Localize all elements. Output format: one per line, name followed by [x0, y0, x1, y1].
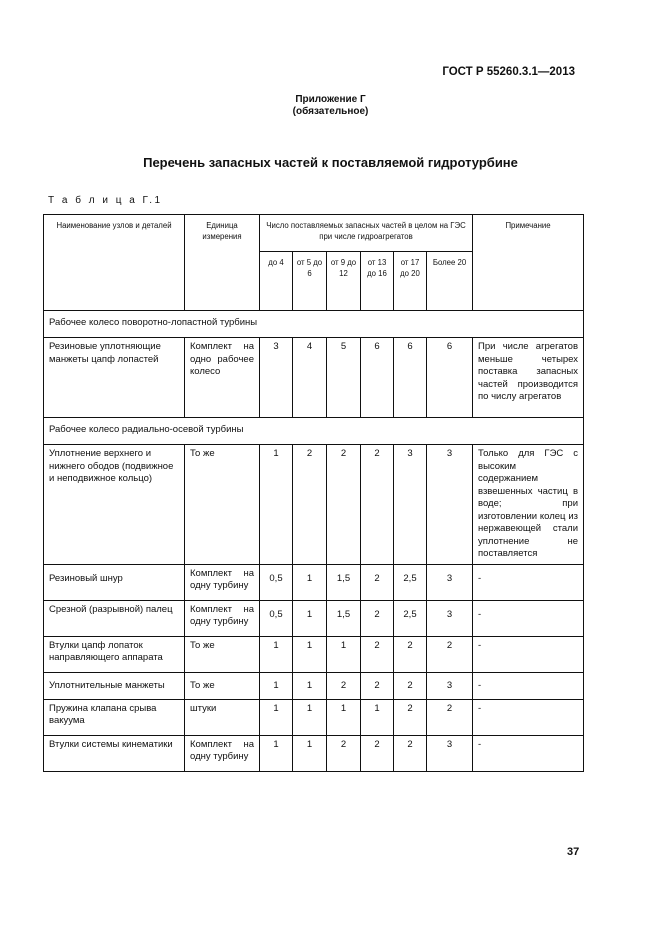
row-unit: Комплект на одну турбину [185, 735, 260, 771]
page-number: 37 [567, 846, 580, 858]
row-name: Уплотнительные манжеты [44, 672, 185, 699]
row-unit: То же [185, 636, 260, 672]
header-col: до 4 [260, 252, 293, 311]
section-row: Рабочее колесо поворотно-лопастной турбины [44, 311, 584, 338]
row-note: - [473, 735, 584, 771]
row-value: 0,5 [260, 564, 293, 600]
row-value: 6 [427, 338, 473, 418]
spare-parts-table [43, 214, 584, 772]
header-col: от 5 до 6 [293, 252, 327, 311]
row-value: 2 [293, 445, 327, 565]
header-col: от 9 до 12 [327, 252, 361, 311]
row-name: Пружина клапана срыва вакуума [44, 699, 185, 735]
row-value: 1 [361, 699, 394, 735]
row-value: 1 [260, 672, 293, 699]
table-row [44, 338, 584, 418]
header-col: Более 20 [427, 252, 473, 311]
row-value: 1 [260, 636, 293, 672]
row-value: 6 [394, 338, 427, 418]
row-value: 2 [394, 699, 427, 735]
row-note: - [473, 672, 584, 699]
header-count-group: Число поставляемых запасных частей в целом на ГЭС при числе гидроагрегатов [260, 215, 473, 252]
row-note: - [473, 699, 584, 735]
row-note: - [473, 636, 584, 672]
row-unit: Комплект на одно рабочее колесо [185, 338, 260, 418]
row-value: 1 [260, 699, 293, 735]
row-value: 2 [361, 600, 394, 636]
row-value: 2 [327, 445, 361, 565]
row-value: 0,5 [260, 600, 293, 636]
row-value: 2,5 [394, 600, 427, 636]
row-value: 1 [327, 699, 361, 735]
table-label: Т а б л и ц а Г.1 [48, 195, 163, 206]
row-value: 2 [394, 672, 427, 699]
appendix-note: (обязательное) [292, 106, 369, 117]
row-value: 2 [427, 636, 473, 672]
row-unit: штуки [185, 699, 260, 735]
table-row [44, 699, 584, 735]
row-name: Резиновый шнур [44, 564, 185, 600]
row-value: 1 [327, 636, 361, 672]
row-value: 1 [293, 564, 327, 600]
row-value: 3 [260, 338, 293, 418]
appendix-heading [0, 94, 661, 118]
row-value: 1,5 [327, 600, 361, 636]
row-name: Втулки системы кинематики [44, 735, 185, 771]
row-value: 2 [361, 445, 394, 565]
row-value: 1 [293, 699, 327, 735]
row-value: 5 [327, 338, 361, 418]
row-value: 1 [293, 672, 327, 699]
row-name: Уплотнение верхнего и нижнего ободов (подвижное и неподвижное кольцо) [44, 445, 185, 565]
row-value: 3 [427, 445, 473, 565]
standard-code: ГОСТ Р 55260.3.1—2013 [442, 66, 575, 78]
table-row [44, 735, 584, 771]
row-name: Втулки цапф лопаток направляющего аппарата [44, 636, 185, 672]
row-value: 2 [361, 636, 394, 672]
document-title: Перечень запасных частей к поставляемой гидротурбине [143, 155, 518, 170]
header-col: от 17 до 20 [394, 252, 427, 311]
row-value: 2 [394, 636, 427, 672]
table-row [44, 600, 584, 636]
row-value: 3 [427, 564, 473, 600]
row-note: При числе агрегатов меньше четырех поставка запасных частей производится по числу агрегатов [473, 338, 584, 418]
table-row [44, 445, 584, 565]
row-value: 3 [427, 735, 473, 771]
row-note: - [473, 564, 584, 600]
row-value: 2 [327, 735, 361, 771]
row-value: 1,5 [327, 564, 361, 600]
row-value: 3 [427, 600, 473, 636]
row-value: 1 [293, 600, 327, 636]
section-row: Рабочее колесо радиально-осевой турбины [44, 418, 584, 445]
row-note: - [473, 600, 584, 636]
row-value: 2 [327, 672, 361, 699]
row-value: 3 [394, 445, 427, 565]
table-row [44, 564, 584, 600]
row-value: 2 [361, 564, 394, 600]
row-value: 2 [427, 699, 473, 735]
row-unit: То же [185, 445, 260, 565]
appendix-title: Приложение Г [295, 94, 366, 105]
header-note: Примечание [473, 215, 584, 311]
row-value: 2 [361, 735, 394, 771]
table-row [44, 636, 584, 672]
header-col: от 13 до 16 [361, 252, 394, 311]
header-name: Наименование узлов и деталей [44, 215, 185, 311]
header-unit: Единица измерения [185, 215, 260, 311]
row-note: Только для ГЭС с высоким содержанием взвешенных частиц в воде; при изготовлении колец из нержавеющей стали уплотнение не поставляется [473, 445, 584, 565]
row-value: 4 [293, 338, 327, 418]
row-value: 3 [427, 672, 473, 699]
row-name: Резиновые уплотняющие манжеты цапф лопастей [44, 338, 185, 418]
row-unit: То же [185, 672, 260, 699]
row-value: 1 [260, 445, 293, 565]
row-name: Срезной (разрывной) палец [44, 600, 185, 636]
table-row [44, 672, 584, 699]
row-value: 1 [293, 735, 327, 771]
row-value: 2,5 [394, 564, 427, 600]
row-unit: Комплект на одну турбину [185, 600, 260, 636]
row-value: 2 [394, 735, 427, 771]
row-unit: Комплект на одну турбину [185, 564, 260, 600]
row-value: 1 [260, 735, 293, 771]
row-value: 6 [361, 338, 394, 418]
row-value: 2 [361, 672, 394, 699]
row-value: 1 [293, 636, 327, 672]
